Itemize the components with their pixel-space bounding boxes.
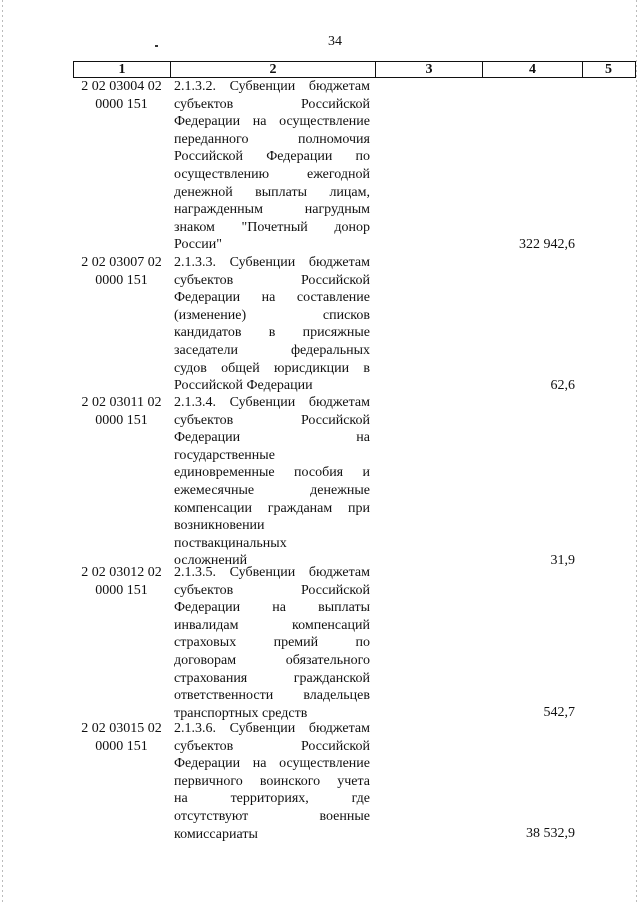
description-line: 2.1.3.5. Субвенции бюджетам bbox=[174, 565, 370, 580]
header-col-4: 4 bbox=[483, 62, 583, 77]
description-line: возникновении bbox=[174, 518, 265, 534]
row-description bbox=[174, 394, 370, 570]
amount-value: 38 532,9 bbox=[526, 826, 575, 841]
description-line: инвалидам компенсаций bbox=[174, 617, 370, 633]
description-line: осуществлению ежегодной bbox=[174, 166, 370, 182]
code-line: 0000 151 bbox=[95, 96, 148, 112]
description-line: 2.1.3.3. Субвенции бюджетам bbox=[174, 255, 370, 270]
code-line: 2 02 03007 02 bbox=[81, 255, 162, 270]
description-line: Российской Федерации по bbox=[174, 149, 370, 165]
description-line: (изменение) списков bbox=[174, 307, 370, 323]
description-line: единовременные пособия и bbox=[174, 465, 370, 481]
description-line: договорам обязательного bbox=[174, 652, 370, 668]
row-description bbox=[174, 564, 370, 722]
scan-edge-right bbox=[636, 0, 637, 905]
description-line: Российской Федерации bbox=[174, 378, 313, 394]
description-line: ответственности владельцев bbox=[174, 688, 370, 704]
description-line: на территориях, где bbox=[174, 791, 370, 807]
description-line: государственные bbox=[174, 447, 275, 463]
description-line: поствакцинальных bbox=[174, 535, 287, 551]
amount-value: 62,6 bbox=[550, 378, 575, 393]
description-line: комиссариаты bbox=[174, 826, 258, 842]
code-line: 0000 151 bbox=[95, 582, 148, 598]
description-line: заседатели федеральных bbox=[174, 342, 370, 358]
row-description bbox=[174, 78, 370, 254]
description-line: субъектов Российской bbox=[174, 272, 370, 288]
header-col-2: 2 bbox=[171, 62, 376, 77]
description-line: 2.1.3.4. Субвенции бюджетам bbox=[174, 395, 370, 410]
description-line: судов общей юрисдикции в bbox=[174, 360, 370, 376]
budget-code bbox=[73, 254, 170, 289]
amount-value: 322 942,6 bbox=[519, 237, 575, 252]
budget-code bbox=[73, 78, 170, 113]
page-number: 34 bbox=[328, 34, 342, 49]
code-line: 2 02 03015 02 bbox=[81, 721, 162, 736]
description-line: компенсации гражданам при bbox=[174, 500, 370, 516]
description-line: знаком "Почетный донор bbox=[174, 219, 370, 235]
description-line: 2.1.3.2. Субвенции бюджетам bbox=[174, 79, 370, 94]
row-description bbox=[174, 720, 370, 843]
code-line: 2 02 03012 02 bbox=[81, 565, 162, 580]
description-line: страхования гражданской bbox=[174, 670, 370, 686]
description-line: денежной выплаты лицам, bbox=[174, 184, 370, 200]
description-line: субъектов Российской bbox=[174, 412, 370, 428]
description-line: субъектов Российской bbox=[174, 96, 370, 112]
code-line: 2 02 03011 02 bbox=[81, 395, 162, 410]
description-line: Федерации на составление bbox=[174, 290, 370, 306]
description-line: ежемесячные денежные bbox=[174, 482, 370, 498]
header-col-3: 3 bbox=[376, 62, 483, 77]
amount-value: 542,7 bbox=[543, 705, 575, 720]
description-line: субъектов Российской bbox=[174, 582, 370, 598]
budget-code bbox=[73, 720, 170, 755]
description-line: переданного полномочия bbox=[174, 131, 370, 147]
header-col-5: 5 bbox=[605, 62, 612, 77]
code-line: 2 02 03004 02 bbox=[81, 79, 162, 94]
description-line: страховых премий по bbox=[174, 635, 370, 651]
description-line: Федерации на осуществление bbox=[174, 114, 370, 130]
description-line: Федерации на bbox=[174, 430, 370, 446]
budget-code bbox=[73, 564, 170, 599]
description-line: награжденным нагрудным bbox=[174, 202, 370, 218]
description-line: 2.1.3.6. Субвенции бюджетам bbox=[174, 721, 370, 736]
description-line: осложнений bbox=[174, 553, 248, 569]
description-line: России" bbox=[174, 237, 222, 253]
code-line: 0000 151 bbox=[95, 738, 148, 754]
header-col-1: 1 bbox=[74, 62, 171, 77]
code-line: 0000 151 bbox=[95, 272, 148, 288]
code-line: 0000 151 bbox=[95, 412, 148, 428]
table-header-row bbox=[73, 61, 636, 78]
scan-edge-left bbox=[2, 0, 3, 905]
budget-code bbox=[73, 394, 170, 429]
description-line: субъектов Российской bbox=[174, 738, 370, 754]
description-line: первичного воинского учета bbox=[174, 773, 370, 789]
amount-value: 31,9 bbox=[550, 553, 575, 568]
row-description bbox=[174, 254, 370, 395]
scan-speck bbox=[155, 45, 158, 47]
description-line: Федерации на осуществление bbox=[174, 756, 370, 772]
description-line: кандидатов в присяжные bbox=[174, 325, 370, 341]
description-line: отсутствуют военные bbox=[174, 808, 370, 824]
description-line: Федерации на выплаты bbox=[174, 600, 370, 616]
description-line: транспортных средств bbox=[174, 705, 308, 721]
